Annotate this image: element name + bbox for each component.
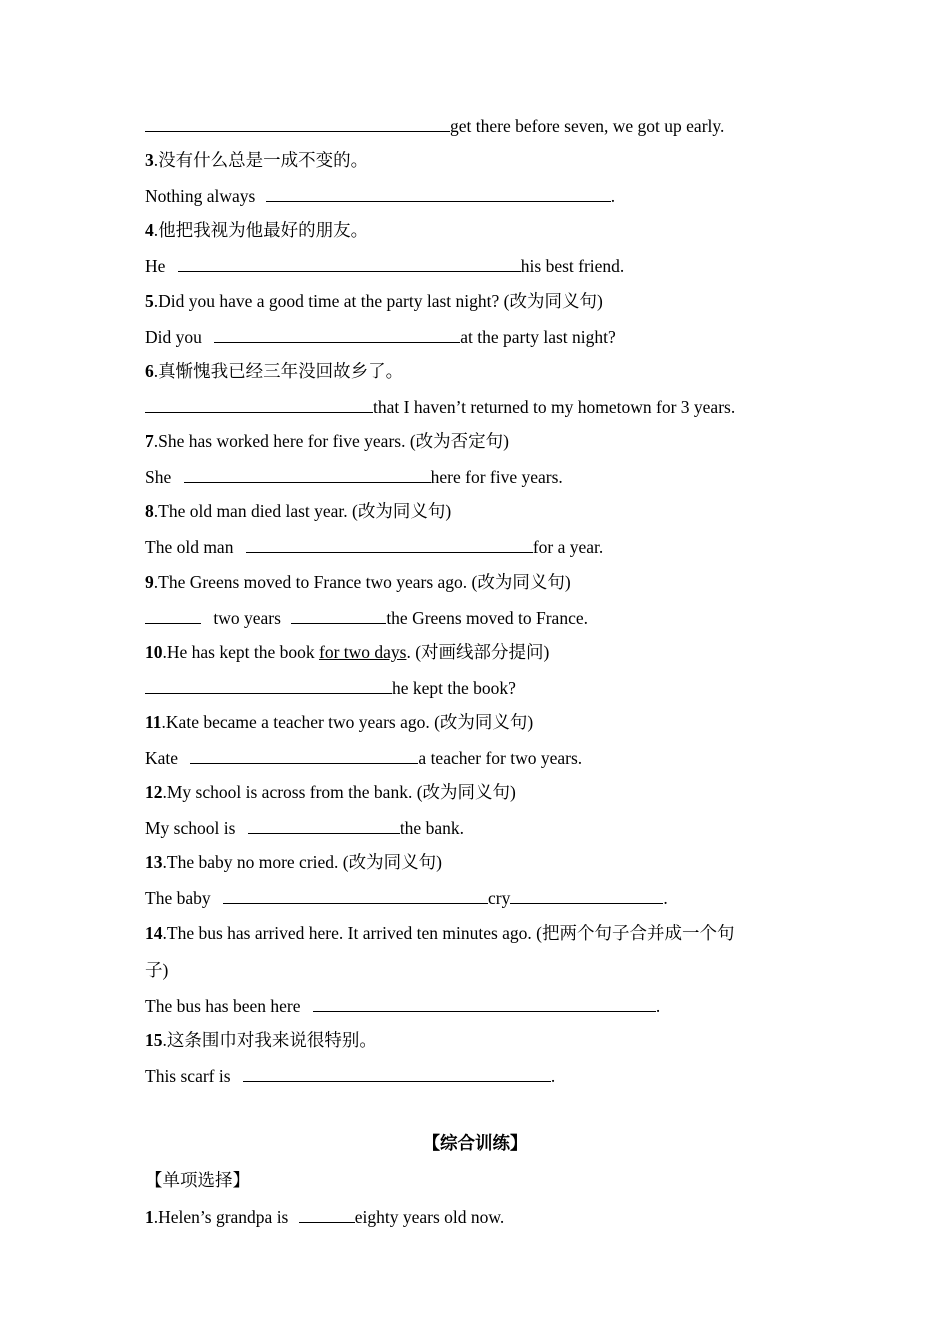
answer-blank[interactable] xyxy=(178,254,521,272)
answer-blank[interactable] xyxy=(145,395,373,413)
mc1-question xyxy=(145,1205,504,1229)
answer-lead: The old man xyxy=(145,537,234,557)
answer-tail: . xyxy=(610,186,616,206)
answer-blank[interactable] xyxy=(190,746,418,764)
question-text: .他把我视为他最好的朋友。 xyxy=(153,220,369,240)
answer-lead: Nothing always xyxy=(145,186,256,206)
q9-prompt xyxy=(145,570,571,594)
answer-blank[interactable] xyxy=(510,886,663,904)
q3-answer-line xyxy=(145,184,615,208)
answer-tail: the bank. xyxy=(399,818,464,838)
answer-blank[interactable] xyxy=(243,1064,551,1082)
question-text: .Did you have a good time at the party last night? (改为同义句) xyxy=(153,291,603,311)
question-text: .这条围巾对我来说很特别。 xyxy=(162,1030,377,1050)
question-number: 4 xyxy=(145,220,154,240)
answer-lead: Did you xyxy=(145,327,202,347)
answer-blank[interactable] xyxy=(214,325,460,343)
q6-prompt xyxy=(145,359,403,383)
question-text: 子) xyxy=(145,960,169,980)
q8-prompt xyxy=(145,499,451,523)
answer-lead: This scarf is xyxy=(145,1066,231,1086)
q11-prompt xyxy=(145,710,533,734)
question-text: .My school is across from the bank. (改为同义句) xyxy=(162,782,516,802)
answer-blank[interactable] xyxy=(184,465,431,483)
question-number: 1 xyxy=(145,1207,154,1227)
section-title: 【综合训练】 xyxy=(422,1133,528,1153)
q6-answer-line xyxy=(145,395,735,419)
q5-prompt xyxy=(145,289,603,313)
q15-answer-line xyxy=(145,1064,555,1088)
underlined-phrase: for two days xyxy=(319,642,407,662)
question-number: 9 xyxy=(145,572,154,592)
q2-answer-line xyxy=(145,114,724,138)
question-text: .Kate became a teacher two years ago. (改为同义句) xyxy=(161,712,534,732)
answer-blank[interactable] xyxy=(313,994,656,1012)
q14-answer-line xyxy=(145,994,660,1018)
answer-blank[interactable] xyxy=(248,816,400,834)
q12-prompt xyxy=(145,780,516,804)
question-text: .The old man died last year. (改为同义句) xyxy=(153,501,452,521)
question-text: .Helen’s grandpa is xyxy=(153,1207,289,1227)
answer-tail: . xyxy=(655,996,661,1016)
question-number: 13 xyxy=(145,852,163,872)
answer-tail: . xyxy=(550,1066,556,1086)
question-text: . (对画线部分提问) xyxy=(406,642,550,662)
question-text: .The bus has arrived here. It arrived ten minutes ago. (把两个句子合并成一个句 xyxy=(162,923,735,943)
answer-tail: for a year. xyxy=(532,537,604,557)
answer-blank[interactable] xyxy=(246,535,533,553)
question-text: eighty years old now. xyxy=(354,1207,505,1227)
answer-tail: get there before seven, we got up early. xyxy=(450,116,725,136)
answer-tail: he kept the book? xyxy=(392,678,516,698)
q8-answer-line xyxy=(145,535,603,559)
answer-blank[interactable] xyxy=(145,606,201,624)
q13-prompt xyxy=(145,850,442,874)
q12-answer-line xyxy=(145,816,464,840)
answer-tail: here for five years. xyxy=(430,467,563,487)
question-number: 3 xyxy=(145,150,154,170)
answer-blank[interactable] xyxy=(299,1205,355,1223)
answer-mid: two years xyxy=(213,608,281,628)
q3-prompt xyxy=(145,148,368,172)
q7-prompt xyxy=(145,429,509,453)
question-number: 15 xyxy=(145,1030,163,1050)
answer-lead: The bus has been here xyxy=(145,996,301,1016)
q14-prompt-cont xyxy=(145,958,168,982)
question-number: 10 xyxy=(145,642,163,662)
answer-blank[interactable] xyxy=(223,886,488,904)
answer-tail: that I haven’t returned to my hometown for 3 years. xyxy=(373,397,736,417)
q15-prompt xyxy=(145,1028,377,1052)
answer-tail: at the party last night? xyxy=(460,327,616,347)
question-number: 6 xyxy=(145,361,154,381)
answer-lead: The baby xyxy=(145,888,211,908)
question-number: 5 xyxy=(145,291,154,311)
question-number: 11 xyxy=(145,712,162,732)
answer-lead: Kate xyxy=(145,748,179,768)
q10-prompt xyxy=(145,640,549,664)
question-number: 8 xyxy=(145,501,154,521)
answer-blank[interactable] xyxy=(145,676,392,694)
q4-answer-line xyxy=(145,254,624,278)
answer-lead: My school is xyxy=(145,818,236,838)
question-text: .The baby no more cried. (改为同义句) xyxy=(162,852,442,872)
question-text: .没有什么总是一成不变的。 xyxy=(153,150,369,170)
q13-answer-line xyxy=(145,886,668,910)
answer-tail: . xyxy=(663,888,668,908)
answer-mid: cry xyxy=(487,888,511,908)
answer-tail: the Greens moved to France. xyxy=(386,608,588,628)
question-text: .She has worked here for five years. (改为否定句) xyxy=(153,431,509,451)
answer-tail: his best friend. xyxy=(520,256,625,276)
q7-answer-line xyxy=(145,465,563,489)
answer-blank[interactable] xyxy=(145,114,450,132)
answer-blank[interactable] xyxy=(291,606,386,624)
q9-answer-line xyxy=(145,606,588,630)
question-text: .真惭愧我已经三年没回故乡了。 xyxy=(153,361,404,381)
q5-answer-line xyxy=(145,325,616,349)
answer-lead: She xyxy=(145,467,172,487)
q10-answer-line xyxy=(145,676,516,700)
question-text: .He has kept the book xyxy=(162,642,319,662)
subsection-title: 【单项选择】 xyxy=(145,1170,250,1190)
question-text: .The Greens moved to France two years ago. (改为同义句) xyxy=(153,572,571,592)
answer-blank[interactable] xyxy=(266,184,611,202)
q4-prompt xyxy=(145,218,368,242)
answer-lead: He xyxy=(145,256,166,276)
q11-answer-line xyxy=(145,746,582,770)
question-number: 12 xyxy=(145,782,163,802)
q14-prompt xyxy=(145,921,735,945)
answer-tail: a teacher for two years. xyxy=(418,748,583,768)
question-number: 14 xyxy=(145,923,163,943)
question-number: 7 xyxy=(145,431,154,451)
